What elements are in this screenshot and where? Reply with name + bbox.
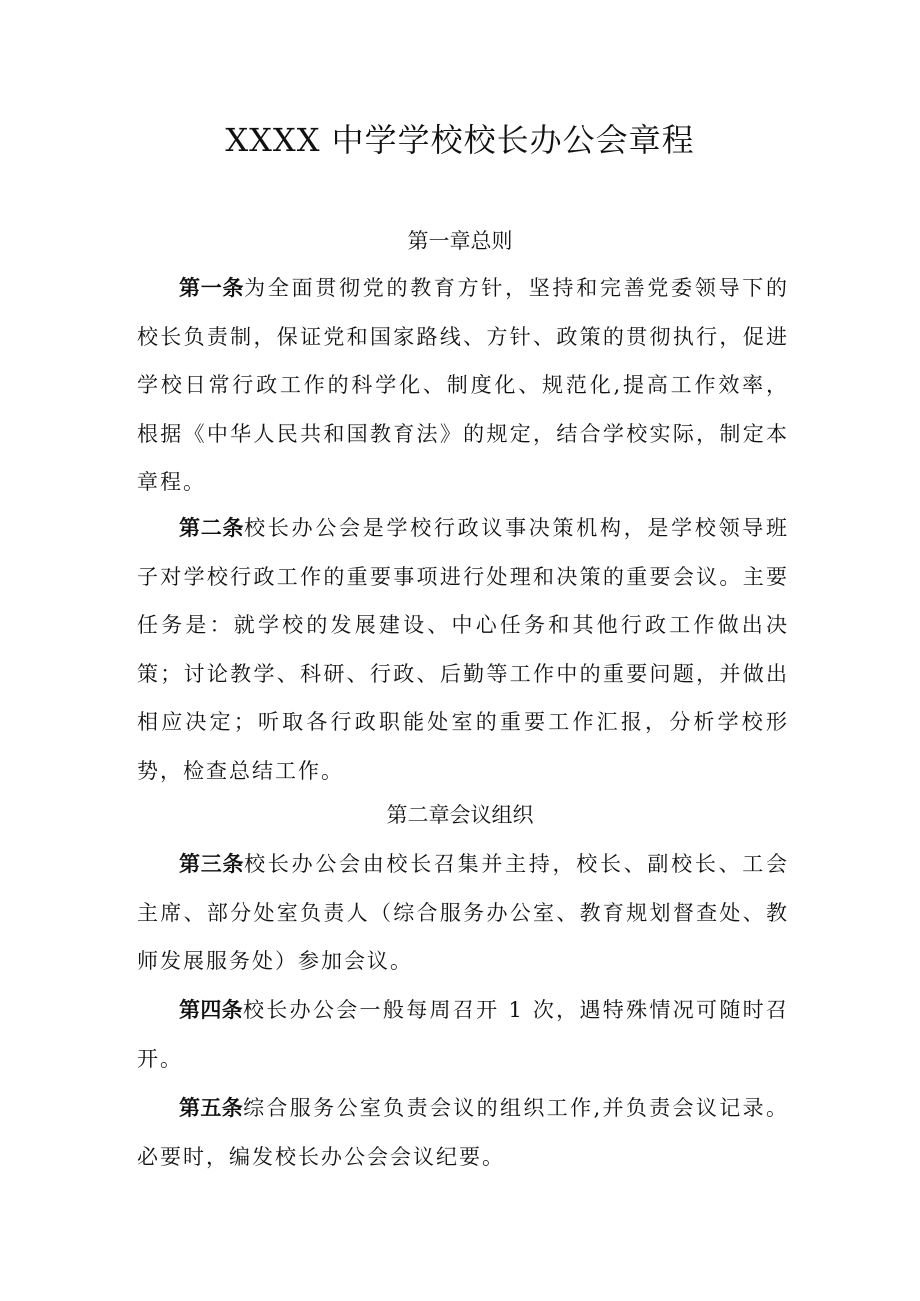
article-text: 校长办公会一般每周召开 1 次，遇特殊情况可随时召开。 [137,998,790,1071]
article-3 [137,840,789,986]
document-title: XXXX 中学学校校长办公会章程 [225,121,695,159]
article-label: 第三条 [179,852,245,876]
article-text: 校长办公会是学校行政议事决策机构，是学校领导班子对学校行政工作的重要事项进行处理和决策的重要会议。主要任务是：就学校的发展建设、中心任务和其他行政工作做出决策；讨论教学、科研、行政、后勤等工作中的重要问题，并做出相应决定；听取各行政职能处室的重要工作汇报，分析学校形势，检查总结工作。 [137,516,790,783]
article-2 [137,504,789,795]
article-label: 第四条 [179,998,243,1022]
article-label: 第二条 [179,516,245,540]
article-label: 第一条 [179,276,245,300]
article-text: 综合服务公室负责会议的组织工作,并负责会议记录。必要时，编发校长办公会会议纪要。 [137,1096,789,1169]
chapter-heading-1: 第一章总则 [407,229,513,253]
article-5 [137,1084,789,1181]
article-label: 第五条 [179,1096,244,1120]
article-1 [137,264,789,507]
article-4 [137,986,789,1083]
chapter-heading-2: 第二章会议组织 [386,803,534,827]
article-text: 为全面贯彻党的教育方针，坚持和完善党委领导下的校长负责制，保证党和国家路线、方针、政策的贯彻执行，促进学校日常行政工作的科学化、制度化、规范化,提高工作效率，根据《中华人民共和国教育法》的规定，结合学校实际，制定本章程。 [137,276,790,494]
article-text: 校长办公会由校长召集并主持，校长、副校长、工会主席、部分处室负责人（综合服务办公室、教育规划督查处、教师发展服务处）参加会议。 [137,852,790,973]
